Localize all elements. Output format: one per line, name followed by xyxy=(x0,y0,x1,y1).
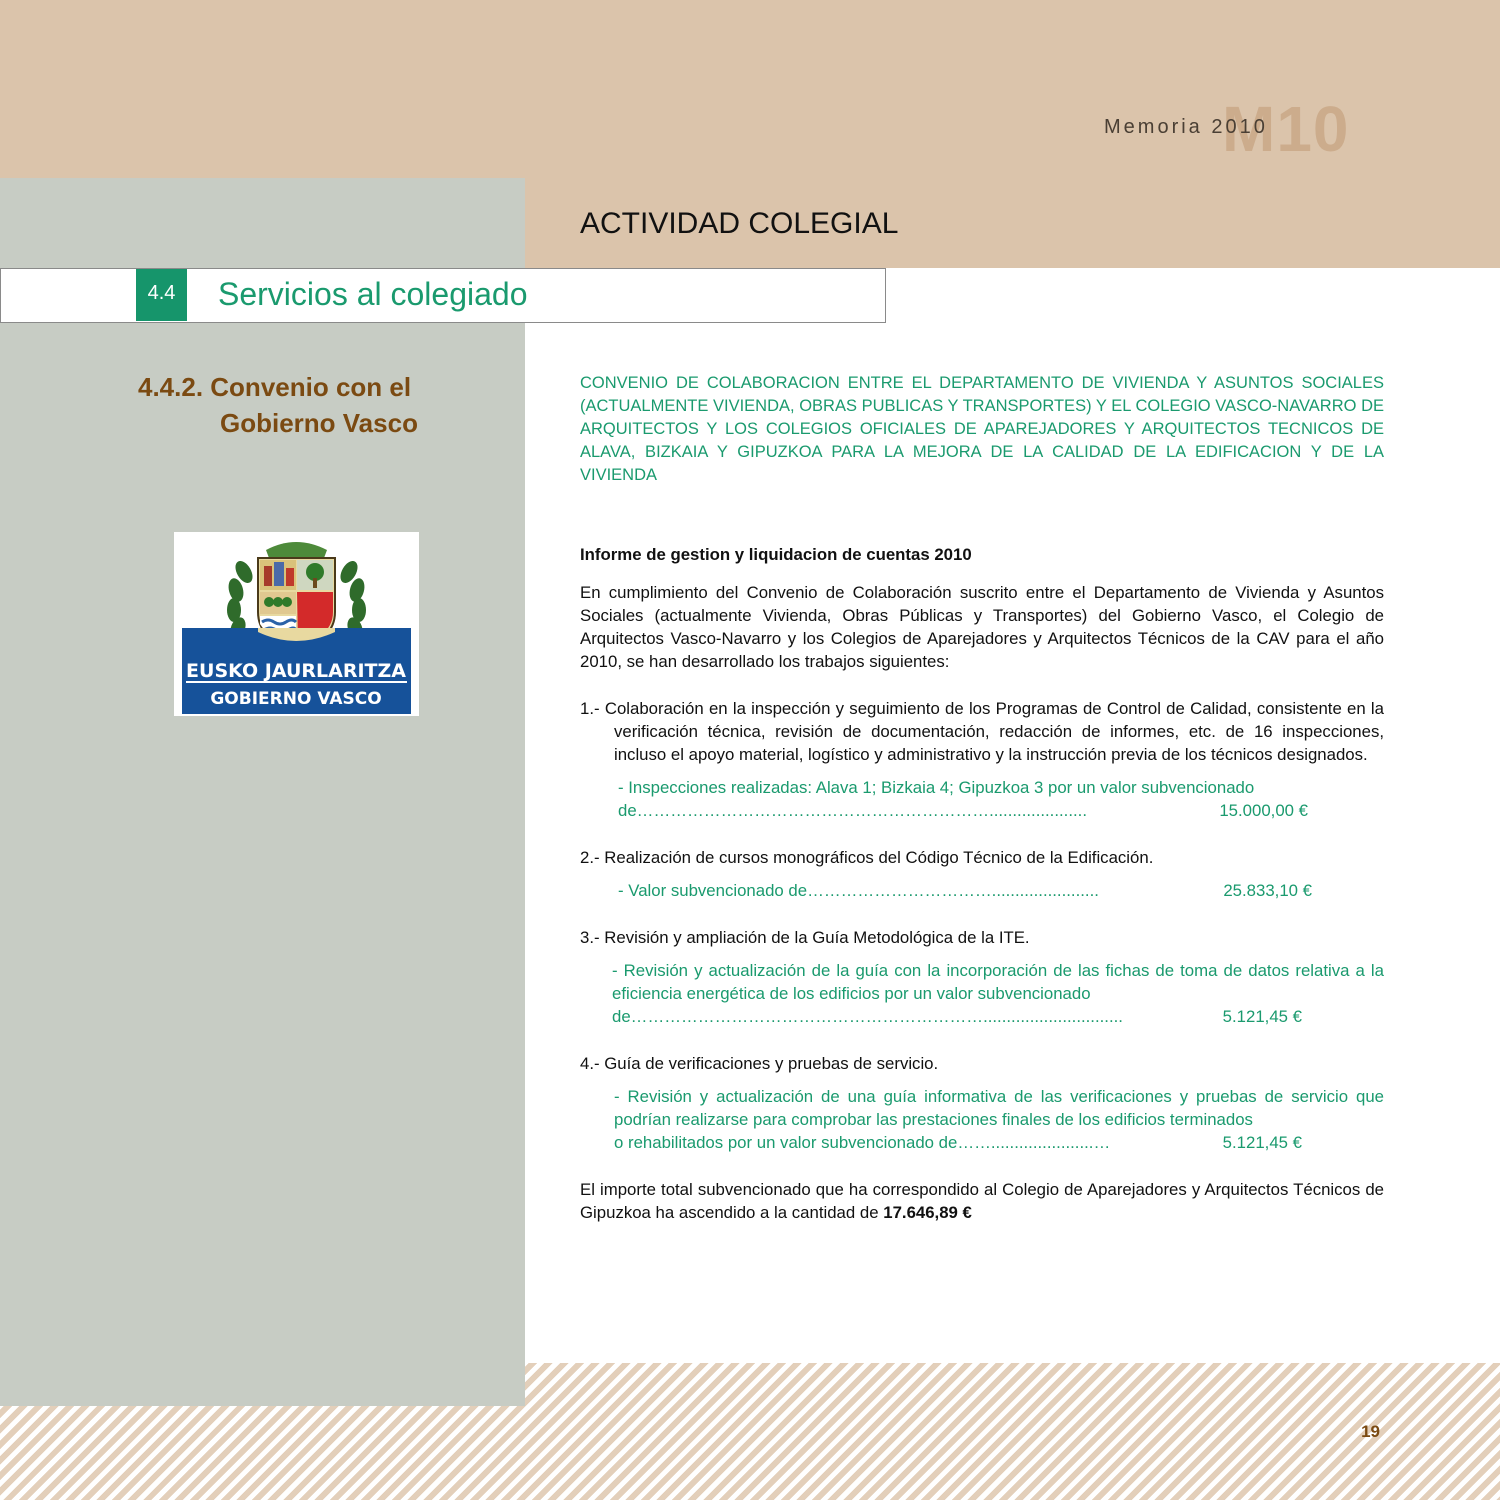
subsidy-amount: 5.121,45 € xyxy=(1222,1007,1302,1026)
left-panel xyxy=(0,178,525,1406)
list-item xyxy=(580,697,1384,822)
subsidy-leader: - Valor subvencionado de……………………………....................... xyxy=(618,881,1099,900)
subsection-line-2: Gobierno Vasco xyxy=(220,408,418,438)
intro-paragraph: En cumplimiento del Convenio de Colaboración suscrito entre el Departamento de Vivienda y Asuntos Sociales (actualmente Vivienda, Obras Públicas y Transportes) del Gobierno Vasco, el Colegio de Arquitectos Vasco-Navarro y los Colegios de Aparejadores y Arquitectos Técnicos de la CAV para el año 2010, se han desarrollado los trabajos siguientes: xyxy=(580,583,1384,671)
item-subsidy xyxy=(580,879,1384,902)
logo-line-2: GOBIERNO VASCO xyxy=(210,689,382,709)
item-text: 2.- Realización de cursos monográficos del Código Técnico de la Edificación. xyxy=(580,848,1154,867)
item-text: 1.- Colaboración en la inspección y seguimiento de los Programas de Control de Calidad, consistente en la verificación técnica, revisión de documentación, redacción de informes, etc. de 16 inspecciones, incluso el apoyo material, logístico y administrativo y la instrucción previa de los técnicos designados. xyxy=(580,699,1384,764)
subsidy-amount: 25.833,10 € xyxy=(1223,881,1312,900)
subsection-line-1: 4.4.2. Convenio con el xyxy=(138,372,412,402)
main-content xyxy=(580,372,1384,1224)
memoria-mark xyxy=(1104,93,1384,165)
item-text: 3.- Revisión y ampliación de la Guía Metodológica de la ITE. xyxy=(580,928,1030,947)
section-name: Servicios al colegiado xyxy=(218,276,528,312)
section-title: ACTIVIDAD COLEGIAL xyxy=(580,207,899,240)
logo-line-1: EUSKO JAURLARITZA xyxy=(186,660,406,682)
total-amount: 17.646,89 € xyxy=(883,1203,972,1222)
subsidy-description: - Revisión y actualización de una guía informativa de las verificaciones y pruebas de servicio que podrían realizarse para comprobar las prestaciones finales de los edificios terminados xyxy=(614,1087,1384,1129)
item-subsidy xyxy=(580,1085,1384,1154)
total-text: El importe total subvencionado que ha correspondido al Colegio de Aparejadores y Arquitectos Técnicos de Gipuzkoa ha ascendido a la cantidad de xyxy=(580,1180,1384,1222)
coat-of-arms-icon xyxy=(174,532,419,716)
gobierno-vasco-logo xyxy=(174,532,419,716)
memoria-label: Memoria 2010 xyxy=(1104,116,1268,138)
section-number: 4.4 xyxy=(136,269,187,321)
subsidy-amount: 5.121,45 € xyxy=(1222,1133,1302,1152)
page-number: 19 xyxy=(1361,1422,1380,1441)
total-paragraph xyxy=(580,1178,1384,1224)
subsidy-leader: de………………………………………………………..................... xyxy=(618,801,1087,820)
informe-heading: Informe de gestion y liquidacion de cuentas 2010 xyxy=(580,545,972,564)
item-subsidy xyxy=(580,776,1384,822)
list-item xyxy=(580,1052,1384,1154)
subsidy-leader: o rehabilitados por un valor subvencionado de……......................… xyxy=(614,1133,1111,1152)
list-item xyxy=(580,926,1384,1028)
item-text: 4.- Guía de verificaciones y pruebas de servicio. xyxy=(580,1054,939,1073)
subsidy-description: - Revisión y actualización de la guía con la incorporación de las fichas de toma de datos relativa a la eficiencia energética de los edificios por un valor subvencionado xyxy=(612,961,1384,1003)
subsection-heading xyxy=(138,369,418,441)
subsidy-amount: 15.000,00 € xyxy=(1219,801,1308,820)
left-panel-footer xyxy=(0,1363,525,1406)
subsidy-leader: de……………………………………………………….............................. xyxy=(612,1007,1123,1026)
list-item xyxy=(580,846,1384,902)
convenio-title: CONVENIO DE COLABORACION ENTRE EL DEPARTAMENTO DE VIVIENDA Y ASUNTOS SOCIALES (ACTUALMENTE VIVIENDA, OBRAS PUBLICAS Y TRANSPORTES) Y EL COLEGIO VASCO-NAVARRO DE ARQUITECTOS Y LOS COLEGIOS OFICIALES DE APAREJADORES Y ARQUITECTOS TECNICOS DE ALAVA, BIZKAIA Y GIPUZKOA PARA LA MEJORA DE LA CALIDAD DE LA EDIFICACION Y DE LA VIVIENDA xyxy=(580,374,1384,484)
subsidy-description: - Inspecciones realizadas: Alava 1; Bizkaia 4; Gipuzkoa 3 por un valor subvencionado xyxy=(618,778,1255,797)
item-subsidy xyxy=(580,959,1384,1028)
m10-mark: M10 xyxy=(1222,93,1350,165)
